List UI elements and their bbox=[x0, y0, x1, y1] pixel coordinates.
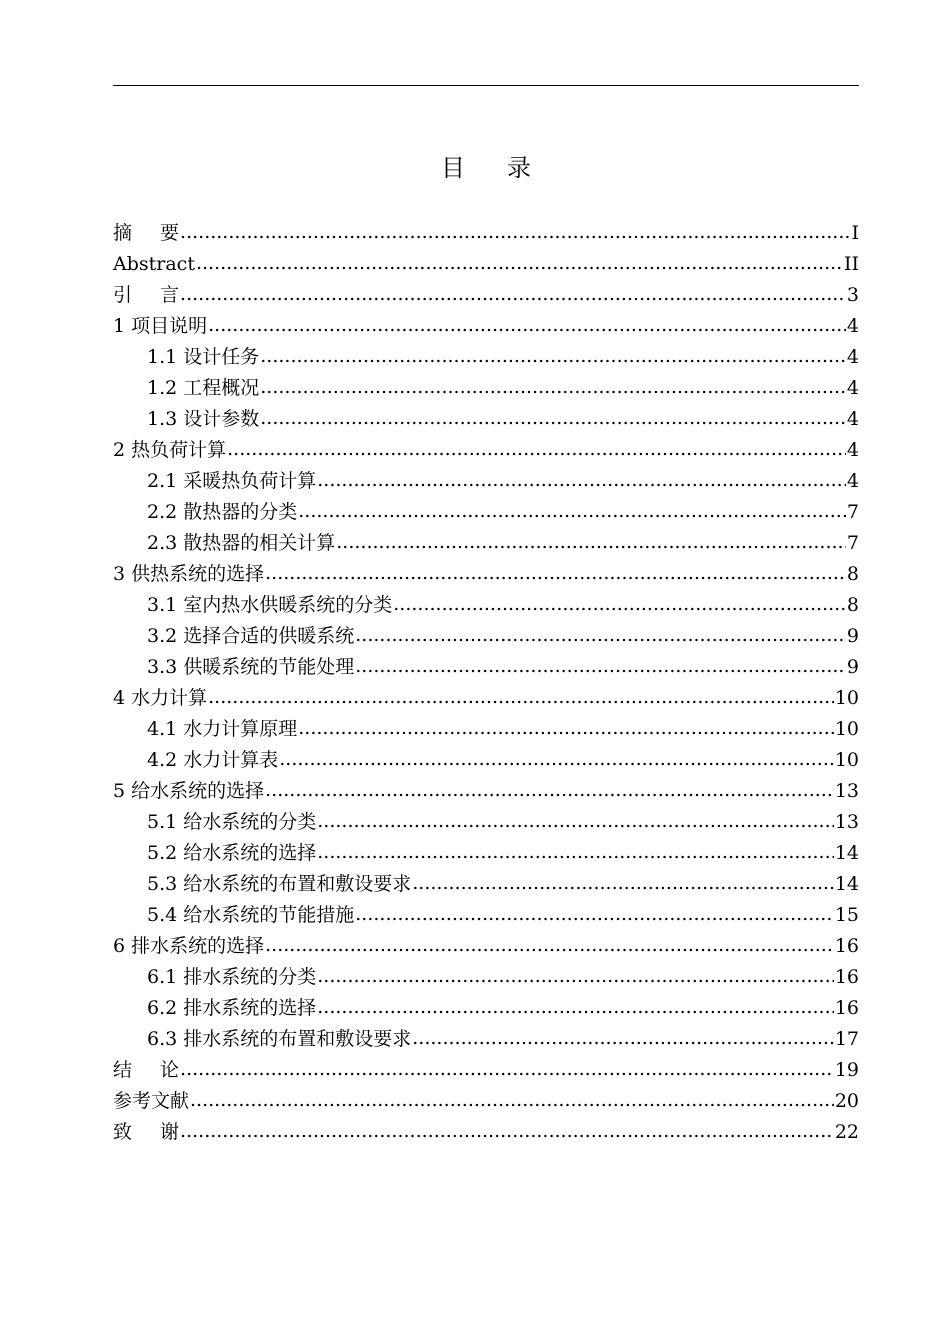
toc-entry-page-number: 10 bbox=[834, 687, 859, 709]
toc-entry-page-number: 19 bbox=[834, 1059, 859, 1081]
toc-dot-leader bbox=[180, 1116, 834, 1147]
toc-dot-leader bbox=[298, 496, 846, 527]
toc-entry-label: 1 项目说明 bbox=[113, 315, 208, 337]
toc-entry-label: 结 论 bbox=[113, 1059, 180, 1081]
toc-entry-label: 2 热负荷计算 bbox=[113, 439, 227, 461]
toc-entry-label: 3 供热系统的选择 bbox=[113, 563, 265, 585]
toc-entry[interactable] bbox=[113, 869, 859, 900]
toc-entry-page-number: 14 bbox=[834, 842, 859, 864]
toc-entry-page-number: 15 bbox=[834, 904, 859, 926]
toc-dot-leader bbox=[180, 1054, 834, 1085]
toc-dot-leader bbox=[412, 868, 834, 899]
toc-entry[interactable] bbox=[113, 404, 859, 435]
toc-entry-page-number: 4 bbox=[846, 408, 859, 430]
toc-entry[interactable] bbox=[113, 497, 859, 528]
toc-dot-leader bbox=[336, 527, 846, 558]
toc-entry[interactable] bbox=[113, 280, 859, 311]
toc-entry[interactable] bbox=[113, 342, 859, 373]
toc-dot-leader bbox=[355, 620, 846, 651]
toc-entry[interactable] bbox=[113, 807, 859, 838]
toc-dot-leader bbox=[279, 744, 834, 775]
toc-entry-label: 5.4 给水系统的节能措施 bbox=[147, 904, 355, 926]
toc-dot-leader bbox=[412, 1023, 834, 1054]
toc-entry-page-number: 9 bbox=[846, 656, 859, 678]
toc-dot-leader bbox=[260, 341, 846, 372]
toc-entry[interactable] bbox=[113, 931, 859, 962]
toc-entry-page-number: 16 bbox=[834, 935, 859, 957]
toc-dot-leader bbox=[180, 279, 846, 310]
toc-entry-label: 6.3 排水系统的布置和敷设要求 bbox=[147, 1028, 412, 1050]
toc-dot-leader bbox=[180, 217, 850, 248]
toc-entry-label: 1.2 工程概况 bbox=[147, 377, 260, 399]
toc-entry-label: 4.2 水力计算表 bbox=[147, 749, 279, 771]
toc-entry-label: 参考文献 bbox=[113, 1090, 190, 1112]
toc-entry[interactable] bbox=[113, 1117, 859, 1148]
toc-entry-page-number: II bbox=[843, 253, 859, 275]
toc-entry-label: 3.2 选择合适的供暖系统 bbox=[147, 625, 355, 647]
toc-entry-label: 5.3 给水系统的布置和敷设要求 bbox=[147, 873, 412, 895]
toc-entry-page-number: 3 bbox=[846, 284, 859, 306]
toc-entry-page-number: 7 bbox=[846, 532, 859, 554]
toc-dot-leader bbox=[317, 992, 834, 1023]
toc-dot-leader bbox=[208, 310, 846, 341]
table-of-contents bbox=[113, 218, 859, 1148]
toc-entry[interactable] bbox=[113, 962, 859, 993]
toc-entry-label: 摘 要 bbox=[113, 222, 180, 244]
toc-entry-page-number: 16 bbox=[834, 966, 859, 988]
toc-entry-label: 5.2 给水系统的选择 bbox=[147, 842, 317, 864]
toc-dot-leader bbox=[190, 1085, 834, 1116]
toc-entry[interactable] bbox=[113, 683, 859, 714]
toc-entry-page-number: 20 bbox=[834, 1090, 859, 1112]
toc-entry-label: 2.2 散热器的分类 bbox=[147, 501, 298, 523]
toc-entry-page-number: 4 bbox=[846, 315, 859, 337]
toc-entry[interactable] bbox=[113, 218, 859, 249]
toc-entry[interactable] bbox=[113, 714, 859, 745]
toc-entry[interactable] bbox=[113, 1086, 859, 1117]
toc-entry[interactable] bbox=[113, 621, 859, 652]
toc-entry[interactable] bbox=[113, 590, 859, 621]
toc-entry-page-number: 4 bbox=[846, 439, 859, 461]
toc-entry-label: Abstract bbox=[113, 253, 195, 275]
toc-entry[interactable] bbox=[113, 1024, 859, 1055]
toc-entry[interactable] bbox=[113, 435, 859, 466]
toc-entry[interactable] bbox=[113, 249, 859, 280]
toc-entry-page-number: 13 bbox=[834, 780, 859, 802]
toc-dot-leader bbox=[355, 651, 846, 682]
toc-dot-leader bbox=[260, 403, 846, 434]
header-rule bbox=[113, 85, 859, 86]
toc-entry-page-number: 7 bbox=[846, 501, 859, 523]
toc-dot-leader bbox=[317, 961, 834, 992]
toc-dot-leader bbox=[196, 248, 843, 279]
toc-dot-leader bbox=[227, 434, 846, 465]
toc-entry-label: 致 谢 bbox=[113, 1121, 180, 1143]
toc-entry-label: 5 给水系统的选择 bbox=[113, 780, 265, 802]
toc-entry-page-number: 4 bbox=[846, 346, 859, 368]
toc-dot-leader bbox=[208, 682, 834, 713]
toc-entry[interactable] bbox=[113, 838, 859, 869]
toc-entry-label: 2.1 采暖热负荷计算 bbox=[147, 470, 317, 492]
toc-entry-label: 3.3 供暖系统的节能处理 bbox=[147, 656, 355, 678]
toc-entry-label: 6.2 排水系统的选择 bbox=[147, 997, 317, 1019]
toc-entry[interactable] bbox=[113, 745, 859, 776]
toc-entry-page-number: 8 bbox=[846, 594, 859, 616]
toc-dot-leader bbox=[317, 806, 834, 837]
toc-dot-leader bbox=[393, 589, 846, 620]
toc-dot-leader bbox=[265, 775, 834, 806]
toc-dot-leader bbox=[260, 372, 846, 403]
toc-entry-page-number: 4 bbox=[846, 377, 859, 399]
toc-dot-leader bbox=[298, 713, 834, 744]
toc-entry[interactable] bbox=[113, 559, 859, 590]
toc-entry-page-number: 10 bbox=[834, 749, 859, 771]
toc-entry-label: 6 排水系统的选择 bbox=[113, 935, 265, 957]
toc-entry-page-number: I bbox=[851, 222, 859, 244]
toc-entry[interactable] bbox=[113, 776, 859, 807]
toc-entry-label: 4 水力计算 bbox=[113, 687, 208, 709]
toc-dot-leader bbox=[265, 558, 846, 589]
toc-entry-label: 引 言 bbox=[113, 284, 180, 306]
toc-dot-leader bbox=[265, 930, 834, 961]
toc-entry[interactable] bbox=[113, 993, 859, 1024]
toc-entry-page-number: 16 bbox=[834, 997, 859, 1019]
toc-entry[interactable] bbox=[113, 466, 859, 497]
toc-entry[interactable] bbox=[113, 528, 859, 559]
toc-entry-page-number: 22 bbox=[834, 1121, 859, 1143]
toc-entry-page-number: 14 bbox=[834, 873, 859, 895]
toc-title: 目录 bbox=[441, 154, 573, 182]
toc-dot-leader bbox=[317, 465, 846, 496]
toc-entry-page-number: 9 bbox=[846, 625, 859, 647]
toc-entry-page-number: 13 bbox=[834, 811, 859, 833]
toc-entry-page-number: 8 bbox=[846, 563, 859, 585]
toc-entry-label: 5.1 给水系统的分类 bbox=[147, 811, 317, 833]
toc-entry-label: 2.3 散热器的相关计算 bbox=[147, 532, 336, 554]
toc-entry-label: 1.1 设计任务 bbox=[147, 346, 260, 368]
toc-entry-page-number: 4 bbox=[846, 470, 859, 492]
toc-entry-label: 3.1 室内热水供暖系统的分类 bbox=[147, 594, 393, 616]
toc-entry-page-number: 10 bbox=[834, 718, 859, 740]
toc-entry-label: 4.1 水力计算原理 bbox=[147, 718, 298, 740]
toc-dot-leader bbox=[317, 837, 834, 868]
toc-entry-page-number: 17 bbox=[834, 1028, 859, 1050]
toc-dot-leader bbox=[355, 899, 834, 930]
toc-entry-label: 1.3 设计参数 bbox=[147, 408, 260, 430]
toc-entry[interactable] bbox=[113, 652, 859, 683]
toc-entry[interactable] bbox=[113, 1055, 859, 1086]
toc-entry[interactable] bbox=[113, 900, 859, 931]
toc-entry-label: 6.1 排水系统的分类 bbox=[147, 966, 317, 988]
toc-entry[interactable] bbox=[113, 311, 859, 342]
toc-entry[interactable] bbox=[113, 373, 859, 404]
